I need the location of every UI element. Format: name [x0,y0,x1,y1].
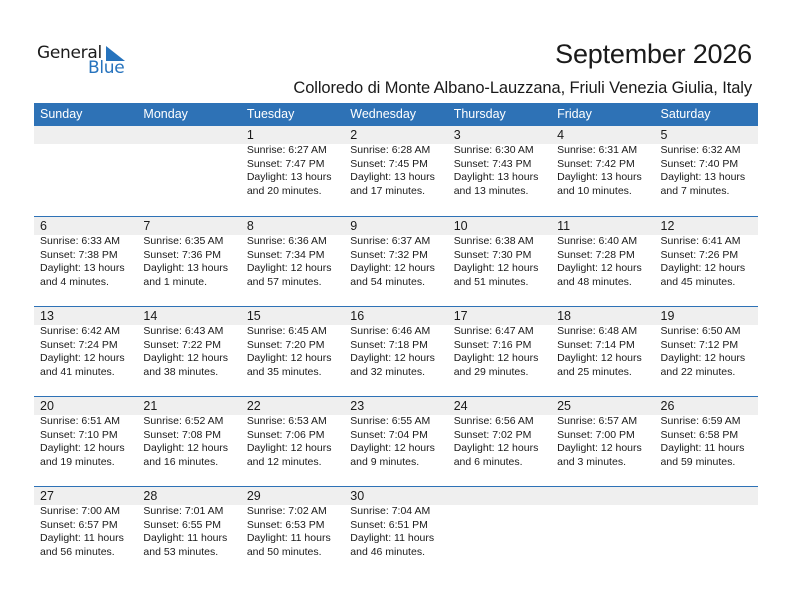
daylight-text: Daylight: 12 hours [660,352,746,365]
weekday-friday: Friday [557,107,592,121]
week-row [34,486,758,576]
daylight-text: Daylight: 12 hours [453,442,539,455]
daylight-text: Daylight: 12 hours [246,352,332,365]
sunset-text: Sunset: 7:08 PM [143,428,222,441]
daylight-text: Daylight: 11 hours [246,532,331,545]
sunset-text: Sunset: 7:18 PM [350,338,428,351]
day-number: 20 [40,399,54,413]
sunset-text: Sunset: 7:14 PM [557,338,635,351]
sunrise-text: Sunrise: 6:41 AM [660,235,741,247]
daylight-minutes-text: and 50 minutes. [246,545,322,558]
sunset-text: Sunset: 7:26 PM [660,248,739,261]
daylight-minutes-text: and 56 minutes. [40,545,115,558]
sunset-text: Sunset: 7:47 PM [246,157,325,170]
daylight-text: Daylight: 13 hours [246,171,332,184]
daylight-minutes-text: and 51 minutes. [453,275,529,288]
day-number: 19 [660,309,675,323]
daylight-text: Daylight: 11 hours [660,442,745,455]
day-number: 10 [453,219,468,233]
calendar-grid [34,103,758,576]
daylight-minutes-text: and 46 minutes. [350,545,425,558]
day-cell [344,217,447,289]
sunrise-text: Sunrise: 6:32 AM [660,144,741,156]
empty-day-cell [137,126,240,198]
daylight-minutes-text: and 9 minutes. [350,455,420,468]
sunset-text: Sunset: 7:10 PM [40,428,118,441]
sunrise-text: Sunrise: 6:52 AM [143,415,224,427]
day-number: 12 [660,219,675,233]
daylight-text: Daylight: 12 hours [40,352,125,365]
daylight-minutes-text: and 3 minutes. [557,455,626,468]
sunrise-text: Sunrise: 6:56 AM [453,415,534,427]
sunset-text: Sunset: 7:00 PM [557,428,635,441]
sunset-text: Sunset: 7:34 PM [246,248,325,261]
daylight-text: Daylight: 12 hours [143,442,229,455]
daylight-minutes-text: and 13 minutes. [453,184,529,197]
sunset-text: Sunset: 7:06 PM [246,428,325,441]
sunrise-text: Sunrise: 6:35 AM [143,235,224,247]
day-number: 29 [246,489,261,503]
weekday-saturday: Saturday [660,107,711,121]
empty-day-cell [448,487,551,559]
day-number: 28 [143,489,158,503]
daylight-text: Daylight: 13 hours [660,171,746,184]
sunset-text: Sunset: 7:45 PM [350,157,428,170]
day-cell [344,307,447,379]
daylight-text: Daylight: 12 hours [143,352,229,365]
daylight-minutes-text: and 20 minutes. [246,184,322,197]
day-cell [344,487,447,559]
daylight-minutes-text: and 16 minutes. [143,455,219,468]
empty-day-cell [551,487,654,559]
day-cell [241,397,344,469]
sunrise-text: Sunrise: 6:27 AM [246,144,327,156]
day-cell [551,307,654,379]
day-number: 26 [660,399,675,413]
weekday-monday: Monday [143,107,188,121]
daylight-minutes-text: and 1 minute. [143,275,208,288]
week-row [34,126,758,216]
sunrise-text: Sunrise: 6:55 AM [350,415,431,427]
sunrise-text: Sunrise: 6:46 AM [350,325,431,337]
day-cell [34,487,137,559]
day-number: 8 [246,219,254,233]
daylight-text: Daylight: 12 hours [557,352,642,365]
daylight-minutes-text: and 19 minutes. [40,455,115,468]
day-number: 30 [350,489,365,503]
sunset-text: Sunset: 7:30 PM [453,248,532,261]
day-cell [344,126,447,198]
day-cell [551,126,654,198]
location-subtitle: Colloredo di Monte Albano-Lauzzana, Friuli Venezia Giulia, Italy [293,79,752,97]
daylight-minutes-text: and 35 minutes. [246,365,322,378]
day-number: 18 [557,309,572,323]
sunset-text: Sunset: 7:04 PM [350,428,428,441]
daylight-text: Daylight: 13 hours [350,171,435,184]
daylight-text: Daylight: 12 hours [453,352,539,365]
daylight-minutes-text: and 6 minutes. [453,455,523,468]
daylight-minutes-text: and 59 minutes. [660,455,736,468]
daylight-text: Daylight: 12 hours [246,262,332,275]
sunset-text: Sunset: 7:43 PM [453,157,532,170]
daylight-minutes-text: and 53 minutes. [143,545,219,558]
sunset-text: Sunset: 6:55 PM [143,518,222,531]
sunset-text: Sunset: 7:38 PM [40,248,118,261]
daylight-text: Daylight: 12 hours [350,352,435,365]
daylight-text: Daylight: 12 hours [40,442,125,455]
day-cell [241,307,344,379]
day-number: 23 [350,399,365,413]
day-cell [34,397,137,469]
day-cell [655,217,758,289]
sunrise-text: Sunrise: 6:42 AM [40,325,120,337]
daylight-text: Daylight: 13 hours [453,171,539,184]
daylight-text: Daylight: 11 hours [143,532,228,545]
sunrise-text: Sunrise: 6:38 AM [453,235,534,247]
sunset-text: Sunset: 7:36 PM [143,248,222,261]
sunset-text: Sunset: 7:20 PM [246,338,325,351]
daylight-minutes-text: and 38 minutes. [143,365,219,378]
weekday-header [34,103,758,126]
daylight-text: Daylight: 12 hours [350,262,435,275]
daylight-minutes-text: and 4 minutes. [40,275,109,288]
day-cell [137,487,240,559]
daylight-text: Daylight: 12 hours [660,262,746,275]
sunrise-text: Sunrise: 6:43 AM [143,325,224,337]
day-number: 9 [350,219,358,233]
day-number: 7 [143,219,151,233]
day-cell [448,397,551,469]
day-cell [241,126,344,198]
day-number: 13 [40,309,54,323]
page-title: September 2026 [555,39,752,69]
day-cell [241,217,344,289]
daylight-text: Daylight: 13 hours [40,262,125,275]
day-number: 11 [557,219,571,233]
day-number: 24 [453,399,468,413]
day-number: 3 [453,128,461,142]
day-number: 22 [246,399,261,413]
day-number: 15 [246,309,261,323]
daylight-text: Daylight: 11 hours [350,532,435,545]
daylight-text: Daylight: 13 hours [143,262,229,275]
daylight-minutes-text: and 12 minutes. [246,455,322,468]
sunrise-text: Sunrise: 6:53 AM [246,415,327,427]
daylight-minutes-text: and 17 minutes. [350,184,425,197]
daylight-minutes-text: and 29 minutes. [453,365,529,378]
logo-word-blue: Blue [88,58,125,78]
daylight-minutes-text: and 10 minutes. [557,184,632,197]
sunrise-text: Sunrise: 6:57 AM [557,415,638,427]
day-cell [655,126,758,198]
daylight-minutes-text: and 41 minutes. [40,365,115,378]
sunrise-text: Sunrise: 6:50 AM [660,325,741,337]
daylight-minutes-text: and 54 minutes. [350,275,425,288]
sunrise-text: Sunrise: 6:51 AM [40,415,120,427]
day-cell [655,307,758,379]
daylight-minutes-text: and 48 minutes. [557,275,632,288]
day-cell [137,397,240,469]
daylight-minutes-text: and 22 minutes. [660,365,736,378]
sunrise-text: Sunrise: 7:00 AM [40,505,120,517]
day-cell [34,307,137,379]
day-cell [551,397,654,469]
logo [37,43,137,83]
daylight-text: Daylight: 12 hours [453,262,539,275]
day-cell [344,397,447,469]
sunset-text: Sunset: 6:53 PM [246,518,325,531]
sunset-text: Sunset: 7:16 PM [453,338,532,351]
sunset-text: Sunset: 7:42 PM [557,157,635,170]
weekday-wednesday: Wednesday [350,107,417,121]
sunset-text: Sunset: 7:40 PM [660,157,739,170]
daylight-text: Daylight: 12 hours [246,442,332,455]
sunset-text: Sunset: 7:32 PM [350,248,428,261]
daylight-minutes-text: and 32 minutes. [350,365,425,378]
day-number: 4 [557,128,565,142]
weekday-thursday: Thursday [453,107,506,121]
day-cell [655,397,758,469]
sunrise-text: Sunrise: 6:28 AM [350,144,431,156]
sunrise-text: Sunrise: 6:30 AM [453,144,534,156]
empty-day-cell [34,126,137,198]
week-row [34,216,758,306]
daylight-text: Daylight: 12 hours [350,442,435,455]
daylight-text: Daylight: 11 hours [40,532,124,545]
day-number: 14 [143,309,158,323]
sunrise-text: Sunrise: 6:47 AM [453,325,534,337]
day-cell [448,307,551,379]
sunrise-text: Sunrise: 7:01 AM [143,505,224,517]
day-cell [137,307,240,379]
weekday-sunday: Sunday [40,107,83,121]
sunrise-text: Sunrise: 6:48 AM [557,325,638,337]
daylight-text: Daylight: 12 hours [557,442,642,455]
sunrise-text: Sunrise: 6:45 AM [246,325,327,337]
sunrise-text: Sunrise: 6:37 AM [350,235,431,247]
sunrise-text: Sunrise: 6:33 AM [40,235,120,247]
day-number: 16 [350,309,365,323]
weekday-tuesday: Tuesday [246,107,295,121]
daylight-minutes-text: and 25 minutes. [557,365,632,378]
day-number: 27 [40,489,54,503]
sunset-text: Sunset: 7:22 PM [143,338,222,351]
day-number: 6 [40,219,47,233]
sunset-text: Sunset: 6:51 PM [350,518,428,531]
sunrise-text: Sunrise: 6:40 AM [557,235,638,247]
daylight-minutes-text: and 57 minutes. [246,275,322,288]
logo-word-general: General [37,43,102,63]
daylight-text: Daylight: 12 hours [557,262,642,275]
daylight-minutes-text: and 7 minutes. [660,184,730,197]
daylight-minutes-text: and 45 minutes. [660,275,736,288]
day-cell [137,217,240,289]
day-number: 1 [246,128,254,142]
day-number: 2 [350,128,358,142]
sunrise-text: Sunrise: 6:31 AM [557,144,638,156]
sunrise-text: Sunrise: 7:04 AM [350,505,431,517]
day-cell [34,217,137,289]
sunset-text: Sunset: 7:02 PM [453,428,532,441]
day-number: 21 [143,399,158,413]
daylight-text: Daylight: 13 hours [557,171,642,184]
weeks-container [34,126,758,576]
week-row [34,396,758,486]
day-number: 5 [660,128,668,142]
sunrise-text: Sunrise: 6:36 AM [246,235,327,247]
sunset-text: Sunset: 7:24 PM [40,338,118,351]
sunset-text: Sunset: 7:12 PM [660,338,739,351]
sunset-text: Sunset: 6:57 PM [40,518,118,531]
empty-day-cell [655,487,758,559]
sunset-text: Sunset: 6:58 PM [660,428,739,441]
day-number: 17 [453,309,468,323]
week-row [34,306,758,396]
day-cell [551,217,654,289]
day-cell [448,126,551,198]
sunset-text: Sunset: 7:28 PM [557,248,635,261]
day-cell [448,217,551,289]
day-number: 25 [557,399,572,413]
day-cell [241,487,344,559]
sunrise-text: Sunrise: 7:02 AM [246,505,327,517]
sunrise-text: Sunrise: 6:59 AM [660,415,741,427]
